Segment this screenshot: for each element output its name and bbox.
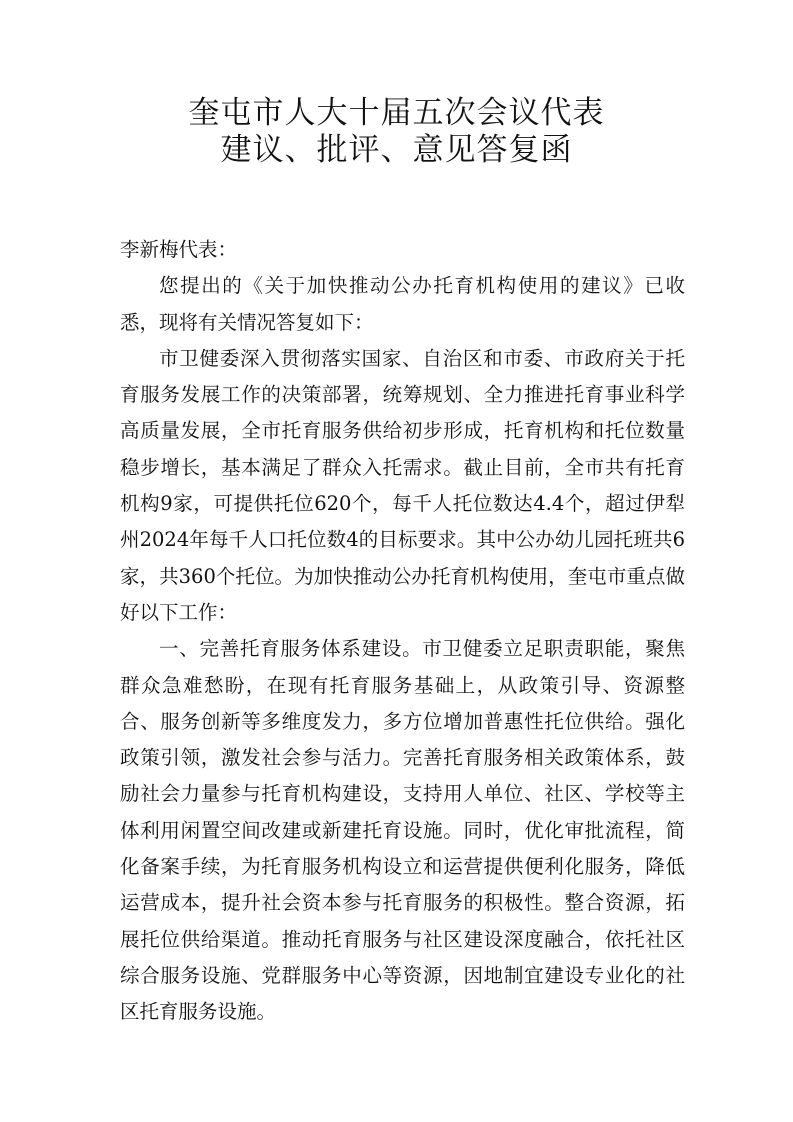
document-title-line-2: 建议、批评、意见答复函 xyxy=(220,132,573,168)
document-body xyxy=(120,232,685,1031)
document-title-line-1: 奎屯市人大十届五次会议代表 xyxy=(188,95,605,131)
paragraph-overview: 市卫健委深入贯彻落实国家、自治区和市委、市政府关于托育服务发展工作的决策部署，统筹规划、全力推进托育事业科学高质量发展，全市托育服务供给初步形成，托育机构和托位数量稳步增长，基本满足了群众入托需求。截止目前，全市共有托育机构9家，可提供托位620个，每千人托位数达4.4个，超过伊犁州2024年每千人口托位数4的目标要求。其中公办幼儿园托班共6家，共360个托位。为加快推动公办托育机构使用，奎屯市重点做好以下工作： xyxy=(120,346,685,624)
salutation: 李新梅代表： xyxy=(120,238,238,261)
paragraph-acknowledgement: 您提出的《关于加快推动公办托育机构使用的建议》已收悉，现将有关情况答复如下： xyxy=(120,274,685,334)
paragraph-section-one: 一、完善托育服务体系建设。市卫健委立足职责职能，聚焦群众急难愁盼，在现有托育服务基础上，从政策引导、资源整合、服务创新等多维度发力，多方位增加普惠性托位供给。强化政策引领，激发社会参与活力。完善托育服务相关政策体系，鼓励社会力量参与托育机构建设，支持用人单位、社区、学校等主体利用闲置空间改建或新建托育设施。同时，优化审批流程，简化备案手续，为托育服务机构设立和运营提供便利化服务，降低运营成本，提升社会资本参与托育服务的积极性。整合资源，拓展托位供给渠道。推动托育服务与社区建设深度融合，依托社区综合服务设施、党群服务中心等资源，因地制宜建设专业化的社区托育服务设施。 xyxy=(120,637,685,1024)
